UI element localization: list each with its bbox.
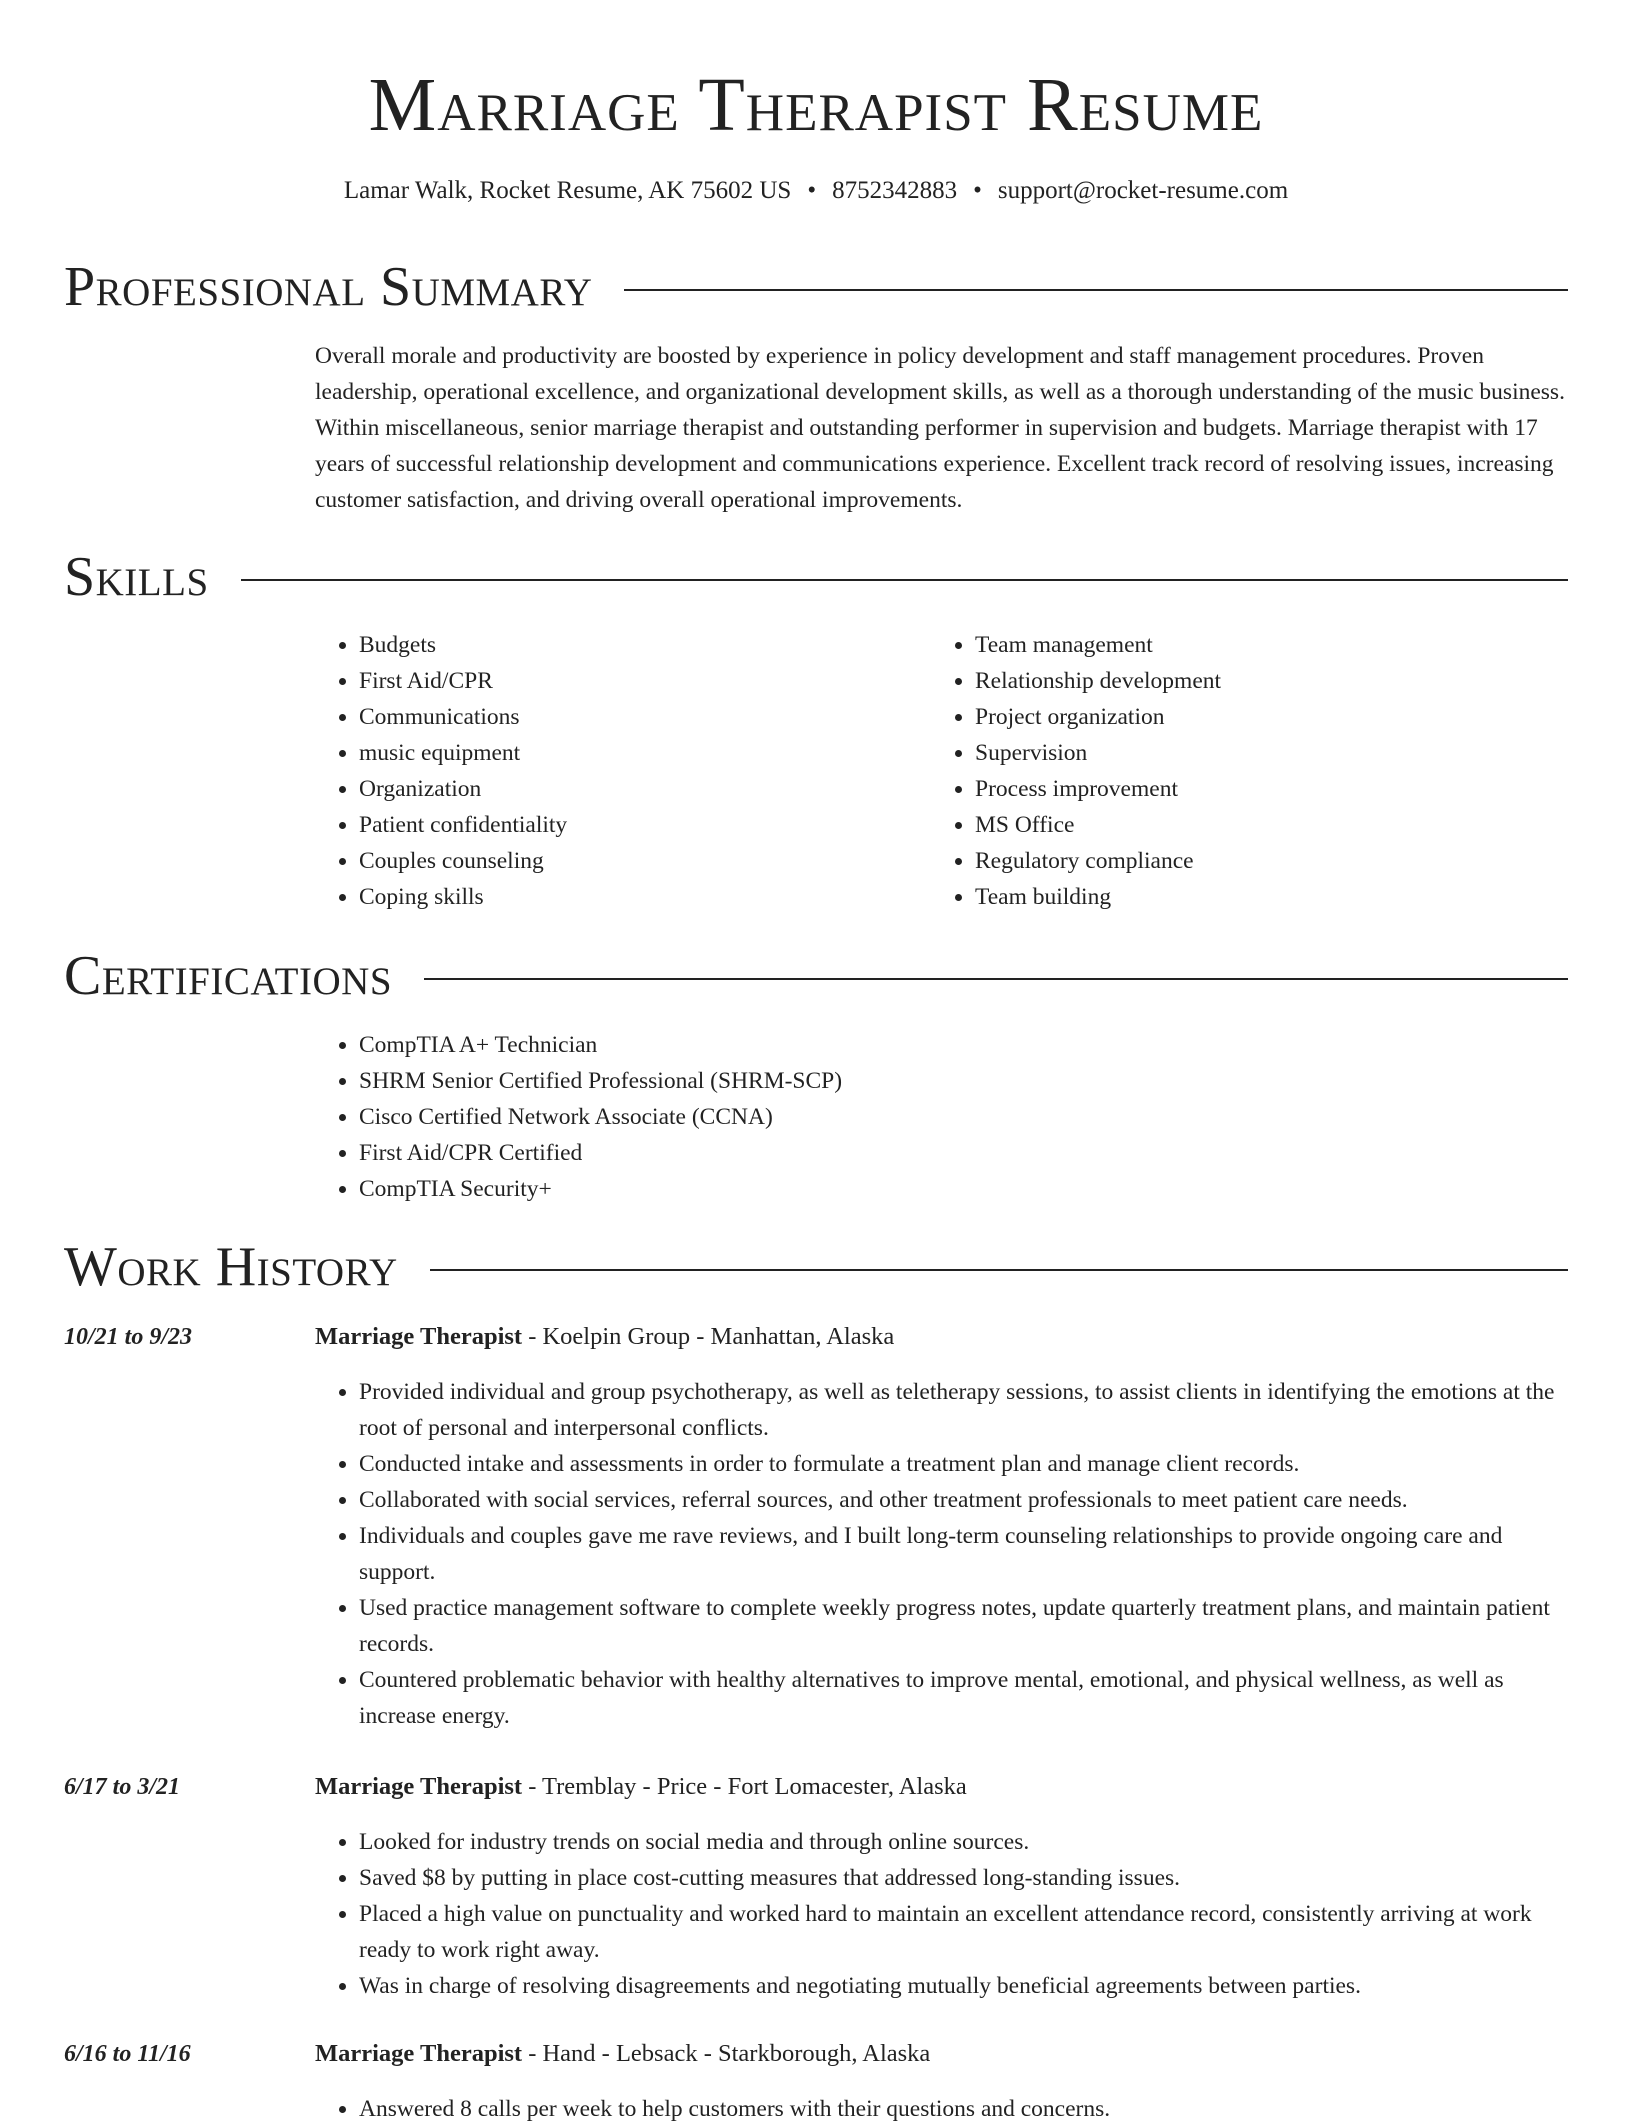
job-duties-list xyxy=(315,1374,1565,1734)
contact-address: Lamar Walk, Rocket Resume, AK 75602 US xyxy=(343,177,792,204)
job-details: - Hand - Lebsack - Starkborough, Alaska xyxy=(522,2040,931,2067)
job-title-line xyxy=(315,1770,967,1804)
job-title-line xyxy=(315,1320,894,1354)
certifications-heading: Certifications xyxy=(64,945,393,1007)
skills-left-list xyxy=(315,627,875,915)
job-dates: 10/21 to 9/23 xyxy=(64,1324,193,1350)
contact-separator: • xyxy=(973,177,982,204)
job-duty-item: • Used practice management software to complete weekly progress notes, update quarterly treatment plans, and maintain patient records. xyxy=(359,1590,1565,1662)
skill-item: • First Aid/CPR xyxy=(359,663,875,699)
section-divider xyxy=(424,978,1568,980)
job-duty-item: • Conducted intake and assessments in order to formulate a treatment plan and manage client records. xyxy=(359,1446,1565,1482)
certification-item: • CompTIA A+ Technician xyxy=(359,1027,1315,1063)
job-duties xyxy=(315,1374,1565,1734)
skill-item: • Relationship development xyxy=(975,663,1531,699)
job-role: Marriage Therapist xyxy=(315,2040,523,2067)
skills-right-column xyxy=(931,627,1531,915)
summary-heading: Professional Summary xyxy=(64,256,593,318)
certification-item: • First Aid/CPR Certified xyxy=(359,1135,1315,1171)
skill-item: • Patient confidentiality xyxy=(359,807,875,843)
job-duty-item: • Answered 8 calls per week to help customers with their questions and concerns. xyxy=(359,2091,1565,2127)
skill-item: • Coping skills xyxy=(359,879,875,915)
section-divider xyxy=(624,289,1568,291)
job-details: - Koelpin Group - Manhattan, Alaska xyxy=(522,1323,895,1350)
job-dates: 6/17 to 3/21 xyxy=(64,1774,181,1800)
skills-section-header xyxy=(64,546,1568,608)
job-role: Marriage Therapist xyxy=(315,1773,523,1800)
summary-section-header xyxy=(64,256,1568,318)
contact-email: support@rocket-resume.com xyxy=(997,177,1289,204)
job-duty-item: • Countered problematic behavior with healthy alternatives to improve mental, emotional, and physical wellness, as well as increase energy. xyxy=(359,1662,1565,1734)
job-duties xyxy=(315,2091,1565,2127)
page-title: Marriage Therapist Resume xyxy=(368,63,1264,147)
skill-item: • Supervision xyxy=(975,735,1531,771)
job-duty-item: • Saved $8 by putting in place cost-cutting measures that addressed long-standing issues. xyxy=(359,1860,1565,1896)
job-duty-item: • Looked for industry trends on social media and through online sources. xyxy=(359,1824,1565,1860)
job-title-line xyxy=(315,2037,930,2071)
skills-left-column xyxy=(315,627,875,915)
section-divider xyxy=(430,1269,1568,1271)
skill-item: • Budgets xyxy=(359,627,875,663)
skill-item: • Project organization xyxy=(975,699,1531,735)
certifications-block xyxy=(315,1027,1315,1207)
job-duty-item: • Provided individual and group psychotherapy, as well as teletherapy sessions, to assist clients in identifying the emotions at the root of personal and interpersonal conflicts. xyxy=(359,1374,1565,1446)
job-duty-item: • Placed a high value on punctuality and worked hard to maintain an excellent attendance record, consistently arriving at work ready to work right away. xyxy=(359,1896,1565,1968)
job-duty-item: • Collaborated with social services, referral sources, and other treatment professionals to meet patient care needs. xyxy=(359,1482,1565,1518)
job-duty-item: • Individuals and couples gave me rave reviews, and I built long-term counseling relationships to provide ongoing care and support. xyxy=(359,1518,1565,1590)
skill-item: • music equipment xyxy=(359,735,875,771)
skill-item: • Team management xyxy=(975,627,1531,663)
skill-item: • Communications xyxy=(359,699,875,735)
summary-text: Overall morale and productivity are boosted by experience in policy development and staff management procedures. Proven leadership, operational excellence, and organizational development skills, as well as a thorough understanding of the music business. Within miscellaneous, senior marriage therapist and outstanding performer in supervision and budgets. Marriage therapist with 17 years of successful relationship development and communications experience. Excellent track record of resolving issues, increasing customer satisfaction, and driving overall operational improvements. xyxy=(315,343,1565,513)
skill-item: • Organization xyxy=(359,771,875,807)
section-divider xyxy=(241,579,1568,581)
skill-item: • Team building xyxy=(975,879,1531,915)
contact-line xyxy=(0,174,1632,208)
skill-item: • MS Office xyxy=(975,807,1531,843)
work-history-heading: Work History xyxy=(64,1236,398,1298)
work-history-section-header xyxy=(64,1236,1568,1298)
job-dates: 6/16 to 11/16 xyxy=(64,2041,191,2067)
certification-item: • Cisco Certified Network Associate (CCNA) xyxy=(359,1099,1315,1135)
job-duty-item: • Was in charge of resolving disagreements and negotiating mutually beneficial agreements between parties. xyxy=(359,1968,1565,2004)
skill-item: • Regulatory compliance xyxy=(975,843,1531,879)
certifications-section-header xyxy=(64,945,1568,1007)
skills-right-list xyxy=(931,627,1531,915)
certification-item: • SHRM Senior Certified Professional (SHRM-SCP) xyxy=(359,1063,1315,1099)
job-duties xyxy=(315,1824,1565,2004)
job-duties-list xyxy=(315,2091,1565,2127)
certifications-list xyxy=(315,1027,1315,1207)
job-role: Marriage Therapist xyxy=(315,1323,523,1350)
contact-phone: 8752342883 xyxy=(832,177,958,204)
certification-item: • CompTIA Security+ xyxy=(359,1171,1315,1207)
skills-heading: Skills xyxy=(64,546,209,608)
skill-item: • Couples counseling xyxy=(359,843,875,879)
job-duties-list xyxy=(315,1824,1565,2004)
contact-separator: • xyxy=(807,177,817,204)
job-details: - Tremblay - Price - Fort Lomacester, Alaska xyxy=(522,1773,967,1800)
skill-item: • Process improvement xyxy=(975,771,1531,807)
